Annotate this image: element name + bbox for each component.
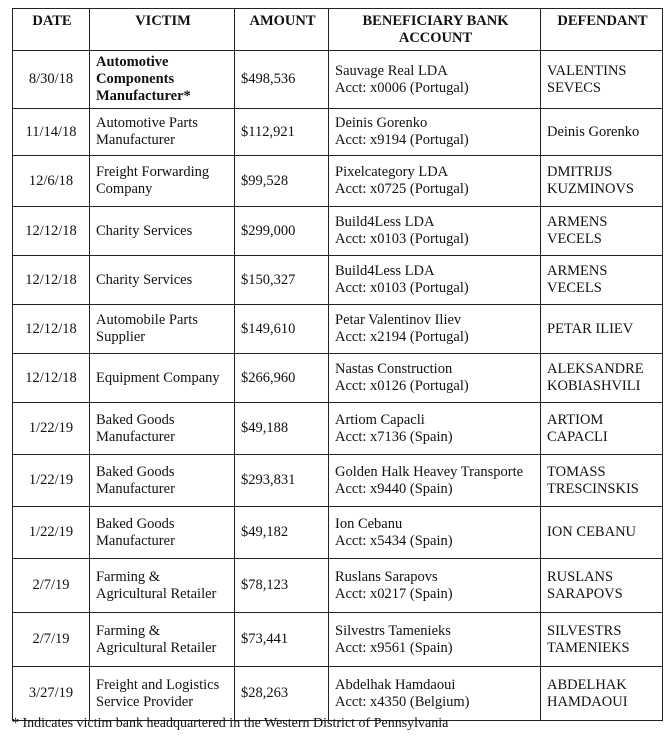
amount-cell: $78,123: [235, 559, 329, 613]
amount-cell: $49,188: [235, 403, 329, 455]
bank-name: Build4Less LDA: [335, 263, 435, 279]
beneficiary-cell: [329, 507, 541, 559]
bank-name: Abdelhak Hamdaoui: [335, 676, 456, 693]
table-row: [13, 559, 663, 613]
beneficiary-cell: [329, 667, 541, 721]
bank-account: Acct: x0725 (Portugal): [335, 181, 469, 197]
transactions-table: [12, 8, 663, 721]
victim-cell: Charity Services: [90, 207, 235, 256]
date-cell: 1/22/19: [13, 507, 90, 559]
date-cell: 2/7/19: [13, 613, 90, 667]
bank-name: Pixelcategory LDA: [335, 164, 449, 180]
bank-account: Acct: x4350 (Belgium): [335, 693, 470, 710]
victim-cell: Freight and Logistics Service Provider: [90, 667, 235, 721]
table-row: [13, 403, 663, 455]
date-cell: 3/27/19: [13, 667, 90, 721]
bank-account: Acct: x7136 (Spain): [335, 428, 453, 445]
defendant-cell: Deinis Gorenko: [541, 109, 663, 156]
defendant-cell: VALENTINS SEVECS: [541, 51, 663, 109]
date-cell: 12/12/18: [13, 354, 90, 403]
bank-name: Petar Valentinov Iliev: [335, 312, 462, 328]
defendant-cell: DMITRIJS KUZMINOVS: [541, 156, 663, 207]
amount-cell: $99,528: [235, 156, 329, 207]
amount-cell: $150,327: [235, 256, 329, 305]
bank-name: Artiom Capacli: [335, 411, 425, 428]
table-row: [13, 613, 663, 667]
header-defendant: DEFENDANT: [541, 9, 663, 51]
beneficiary-cell: [329, 51, 541, 109]
table-row: [13, 156, 663, 207]
bank-name: Sauvage Real LDA: [335, 62, 448, 79]
defendant-cell: ALEKSANDRE KOBIASHVILI: [541, 354, 663, 403]
bank-account: Acct: x9194 (Portugal): [335, 132, 469, 148]
victim-cell: Baked Goods Manufacturer: [90, 403, 235, 455]
date-cell: 12/12/18: [13, 305, 90, 354]
bank-account: Acct: x0006 (Portugal): [335, 79, 469, 96]
date-cell: 12/12/18: [13, 207, 90, 256]
header-row: [13, 9, 663, 51]
bank-name: Silvestrs Tamenieks: [335, 622, 451, 639]
beneficiary-cell: [329, 156, 541, 207]
beneficiary-cell: [329, 559, 541, 613]
beneficiary-cell: [329, 305, 541, 354]
victim-cell: Automobile Parts Supplier: [90, 305, 235, 354]
date-cell: 12/12/18: [13, 256, 90, 305]
bank-name: Ruslans Sarapovs: [335, 568, 438, 585]
victim-cell: Baked Goods Manufacturer: [90, 455, 235, 507]
defendant-cell: ION CEBANU: [541, 507, 663, 559]
defendant-cell: SILVESTRS TAMENIEKS: [541, 613, 663, 667]
header-date: DATE: [13, 9, 90, 51]
bank-account: Acct: x5434 (Spain): [335, 532, 453, 549]
bank-name: Deinis Gorenko: [335, 115, 428, 131]
bank-account: Acct: x0103 (Portugal): [335, 231, 469, 247]
defendant-cell: ABDELHAK HAMDAOUI: [541, 667, 663, 721]
defendant-cell: TOMASS TRESCINSKIS: [541, 455, 663, 507]
table-row: [13, 109, 663, 156]
defendant-cell: PETAR ILIEV: [541, 305, 663, 354]
amount-cell: $149,610: [235, 305, 329, 354]
table-row: [13, 305, 663, 354]
beneficiary-cell: [329, 455, 541, 507]
date-cell: 1/22/19: [13, 403, 90, 455]
bank-account: Acct: x9440 (Spain): [335, 480, 453, 497]
victim-cell: Charity Services: [90, 256, 235, 305]
bank-account: Acct: x2194 (Portugal): [335, 329, 469, 345]
beneficiary-cell: [329, 403, 541, 455]
amount-cell: $112,921: [235, 109, 329, 156]
date-cell: 8/30/18: [13, 51, 90, 109]
header-amount: AMOUNT: [235, 9, 329, 51]
bank-account: Acct: x0126 (Portugal): [335, 378, 469, 394]
amount-cell: $266,960: [235, 354, 329, 403]
header-beneficiary: [329, 9, 541, 51]
defendant-cell: RUSLANS SARAPOVS: [541, 559, 663, 613]
date-cell: 1/22/19: [13, 455, 90, 507]
amount-cell: $498,536: [235, 51, 329, 109]
amount-cell: $73,441: [235, 613, 329, 667]
table-row: [13, 207, 663, 256]
table-row: [13, 354, 663, 403]
victim-cell: Farming & Agricultural Retailer: [90, 559, 235, 613]
bank-name: Golden Halk Heavey Transporte: [335, 463, 524, 480]
table-row: [13, 667, 663, 721]
date-cell: 2/7/19: [13, 559, 90, 613]
amount-cell: $49,182: [235, 507, 329, 559]
beneficiary-cell: [329, 256, 541, 305]
bank-name: Ion Cebanu: [335, 515, 403, 532]
defendant-cell: ARMENS VECELS: [541, 256, 663, 305]
victim-cell: Equipment Company: [90, 354, 235, 403]
table-row: [13, 455, 663, 507]
bank-account: Acct: x0217 (Spain): [335, 585, 453, 602]
date-cell: 11/14/18: [13, 109, 90, 156]
table-row: [13, 256, 663, 305]
victim-cell: Automotive Parts Manufacturer: [90, 109, 235, 156]
bank-name: Build4Less LDA: [335, 214, 435, 230]
victim-cell: Automotive Components Manufacturer*: [90, 51, 235, 109]
bank-account: Acct: x0103 (Portugal): [335, 280, 469, 296]
table-row: [13, 507, 663, 559]
beneficiary-cell: [329, 109, 541, 156]
bank-name: Nastas Construction: [335, 361, 453, 377]
amount-cell: $299,000: [235, 207, 329, 256]
amount-cell: $293,831: [235, 455, 329, 507]
victim-cell: Freight Forwarding Company: [90, 156, 235, 207]
table-body: [13, 51, 663, 721]
amount-cell: $28,263: [235, 667, 329, 721]
header-beneficiary-line2: ACCOUNT: [398, 30, 473, 46]
header-victim: VICTIM: [90, 9, 235, 51]
footnote: * Indicates victim bank headquartered in the Western District of Pennsylvania: [12, 716, 449, 731]
victim-cell: Baked Goods Manufacturer: [90, 507, 235, 559]
beneficiary-cell: [329, 613, 541, 667]
table-row: [13, 51, 663, 109]
header-beneficiary-line1: BENEFICIARY BANK: [362, 13, 509, 29]
defendant-cell: ARMENS VECELS: [541, 207, 663, 256]
bank-account: Acct: x9561 (Spain): [335, 639, 453, 656]
defendant-cell: ARTIOM CAPACLI: [541, 403, 663, 455]
beneficiary-cell: [329, 354, 541, 403]
date-cell: 12/6/18: [13, 156, 90, 207]
victim-cell: Farming & Agricultural Retailer: [90, 613, 235, 667]
beneficiary-cell: [329, 207, 541, 256]
